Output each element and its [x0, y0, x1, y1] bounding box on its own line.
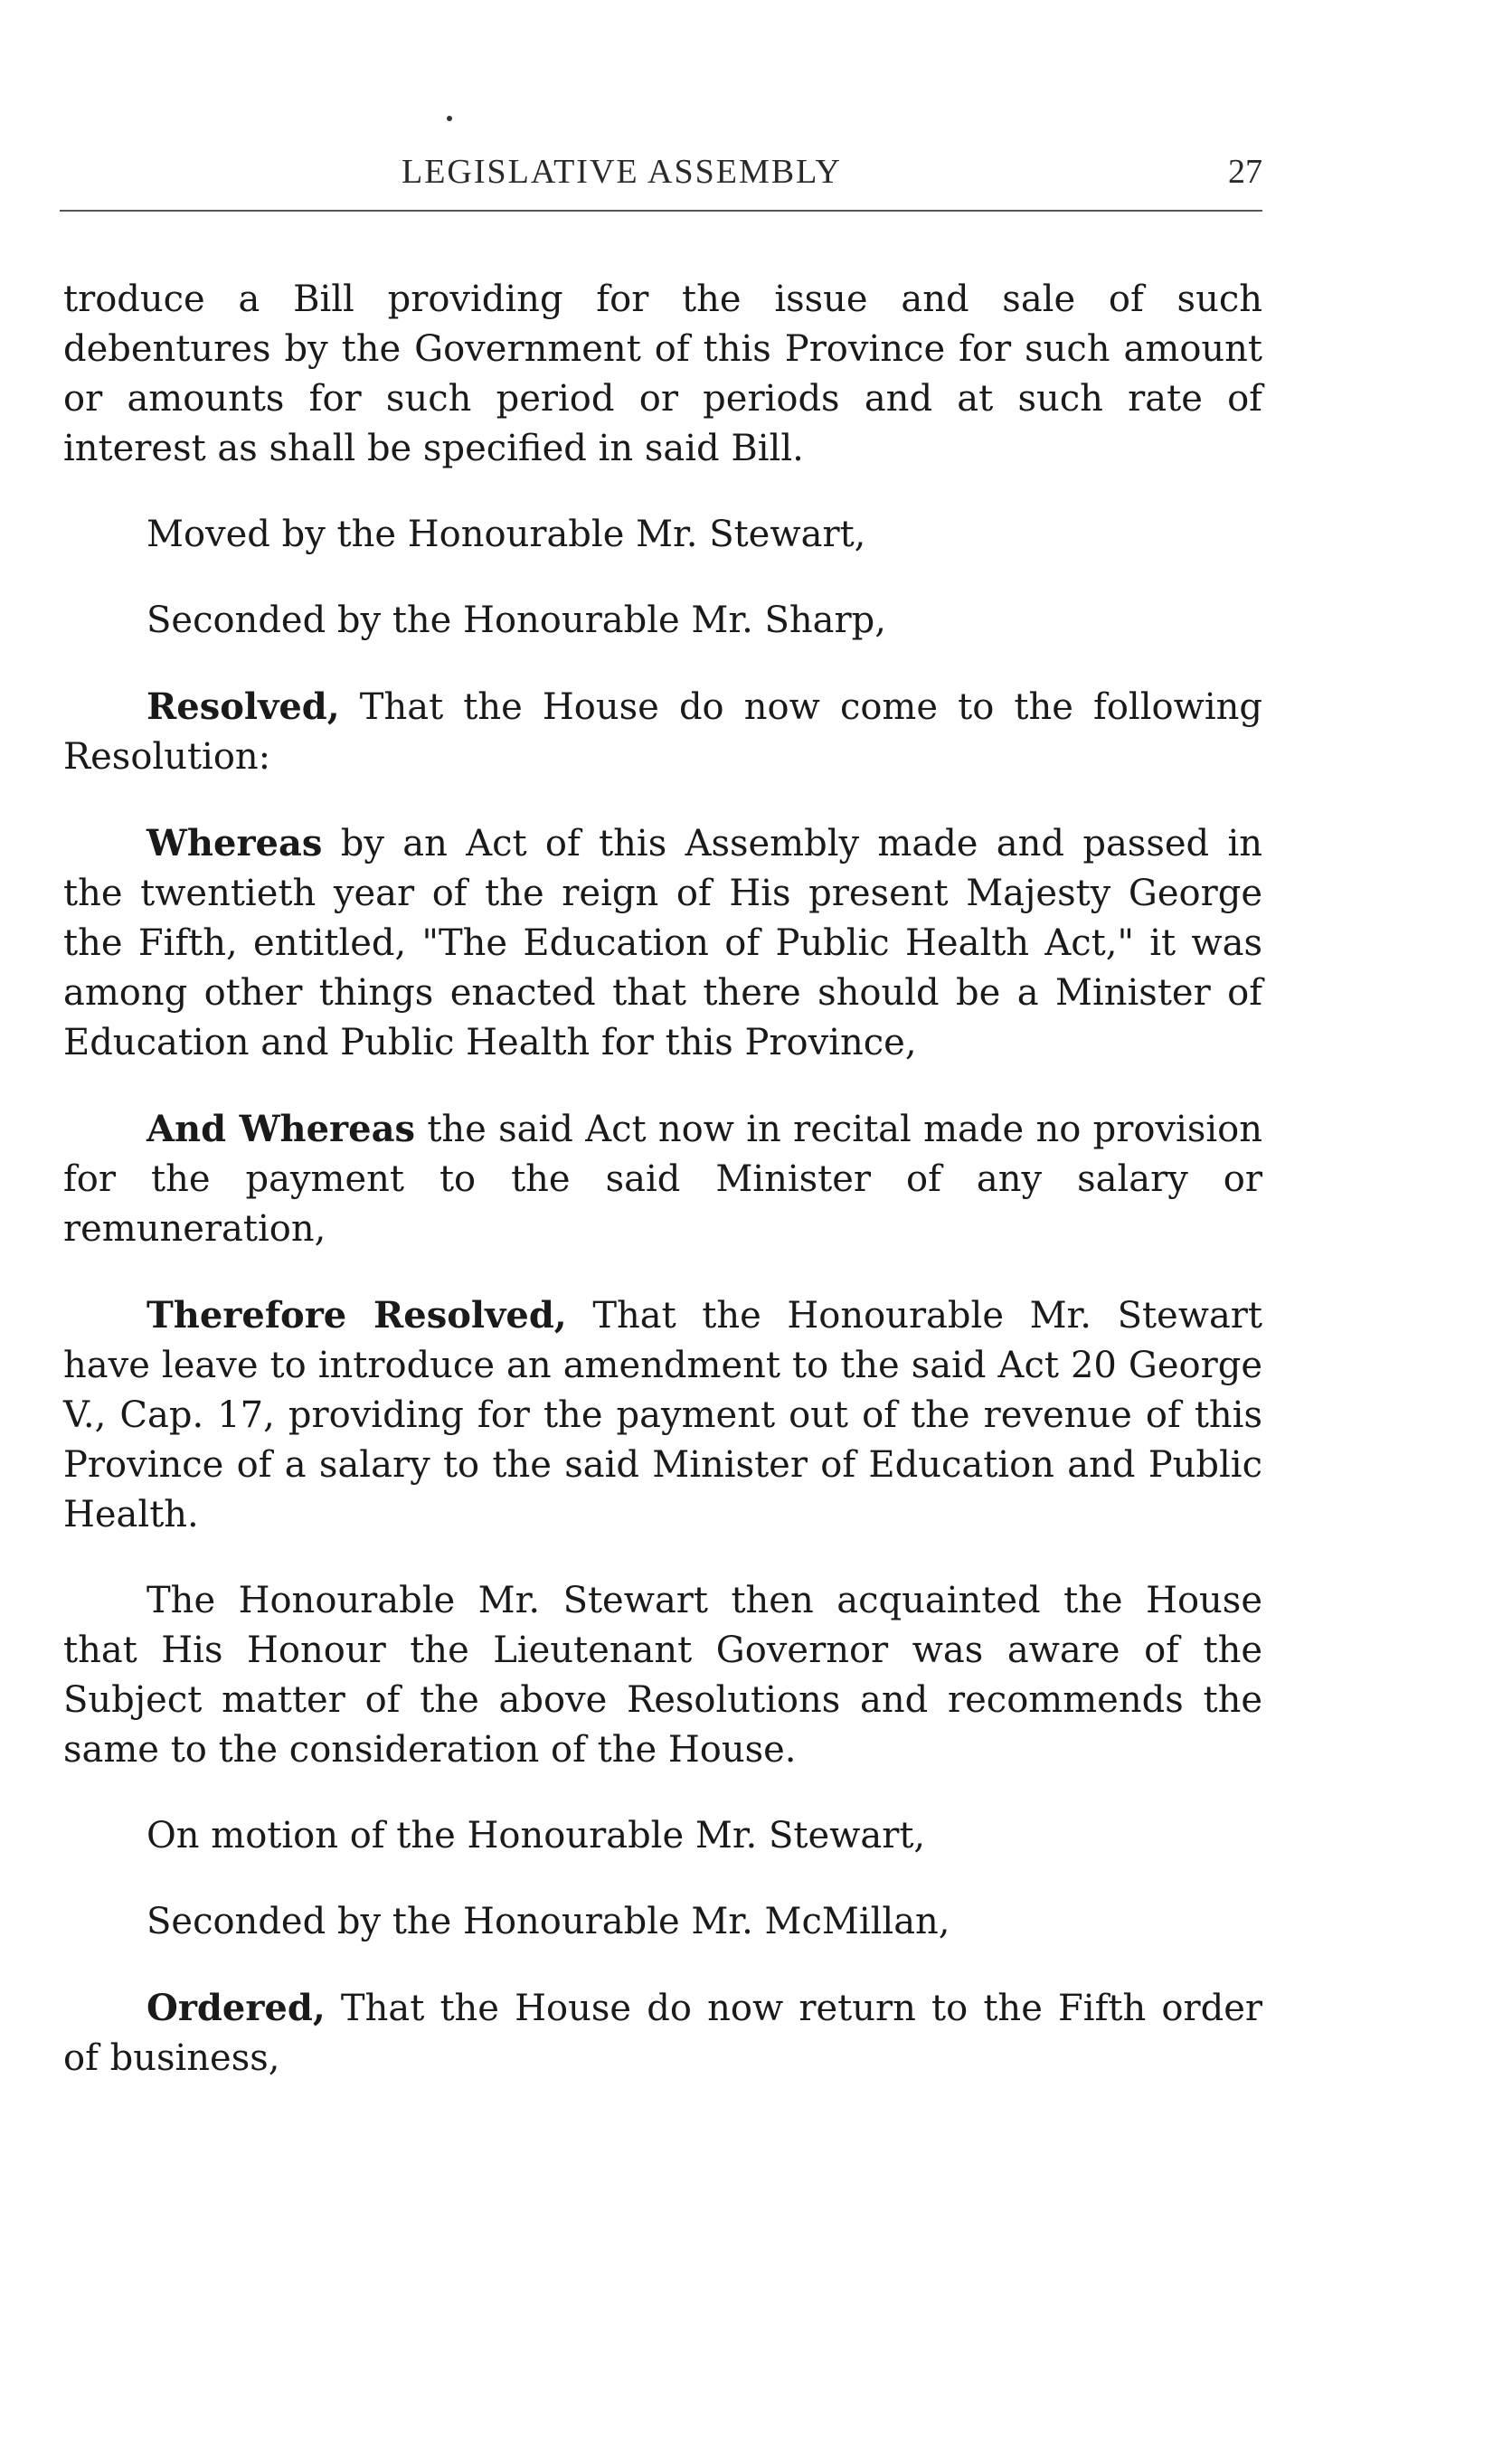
- paragraph-whereas: [63, 818, 1262, 1068]
- paragraph-seconded-by: [63, 596, 1262, 646]
- paragraph-text: On motion of the Honourable Mr. Stewart,: [146, 1815, 926, 1857]
- page-number: 27: [1228, 153, 1262, 191]
- paragraph-text: The Honourable Mr. Stewart then acquainted the House that His Honour the Lieutenant Governor was aware of the Subject matter of the above Resolutions and recommends the same to the consideration of the House.: [63, 1580, 1262, 1771]
- running-title: LEGISLATIVE ASSEMBLY: [402, 153, 842, 191]
- paragraph-text: That the Honourable Mr. Stewart have leave to introduce an amendment to the said Act 20 George V., Cap. 17, providing for the payment out of the revenue of this Province of a salary to the said Minister of Education and Public Health.: [63, 1295, 1263, 1535]
- paragraph-on-motion: [63, 1811, 1262, 1861]
- paragraph-ordered: [63, 1983, 1262, 2083]
- header-rule: [60, 210, 1262, 212]
- paragraph-lead: And Whereas: [146, 1108, 416, 1150]
- paragraph-text: troduce a Bill providing for the issue and sale of such debentures by the Government of this Province for such amount or amounts for such period or periods and at such rate of interest as shall be specified in said Bill.: [63, 279, 1262, 469]
- paragraph-lead: Whereas: [146, 822, 323, 864]
- paragraph-continuation: [63, 275, 1262, 474]
- body-text: [63, 275, 1262, 2120]
- paragraph-acquainted: [63, 1576, 1262, 1775]
- paragraph-text: by an Act of this Assembly made and passed in the twentieth year of the reign of His present Majesty George the Fifth, entitled, "The Education of Public Health Act," it was among other things enacted that there should be a Minister of Education and Public Health for this Province,: [63, 823, 1262, 1063]
- paragraph-seconded-by-2: [63, 1897, 1262, 1947]
- paragraph-text: Seconded by the Honourable Mr. McMillan,: [146, 1901, 950, 1942]
- paragraph-moved-by: [63, 510, 1262, 560]
- paragraph-and-whereas: [63, 1104, 1262, 1254]
- paragraph-text: Seconded by the Honourable Mr. Sharp,: [146, 600, 886, 641]
- paragraph-resolved: [63, 682, 1262, 782]
- paragraph-text: That the House do now come to the following Resolution:: [63, 686, 1262, 778]
- paragraph-text: the said Act now in recital made no provision for the payment to the said Minister of any salary or remuneration,: [63, 1109, 1262, 1250]
- paragraph-therefore-resolved: [63, 1290, 1262, 1540]
- paragraph-lead: Therefore Resolved,: [146, 1294, 567, 1337]
- running-header: [60, 152, 1262, 206]
- print-speck: [447, 116, 452, 121]
- paragraph-lead: Resolved,: [146, 685, 340, 728]
- paragraph-text: That the House do now return to the Fifth order of business,: [63, 1988, 1262, 2079]
- paragraph-lead: Ordered,: [146, 1987, 326, 2029]
- paragraph-text: Moved by the Honourable Mr. Stewart,: [146, 514, 866, 555]
